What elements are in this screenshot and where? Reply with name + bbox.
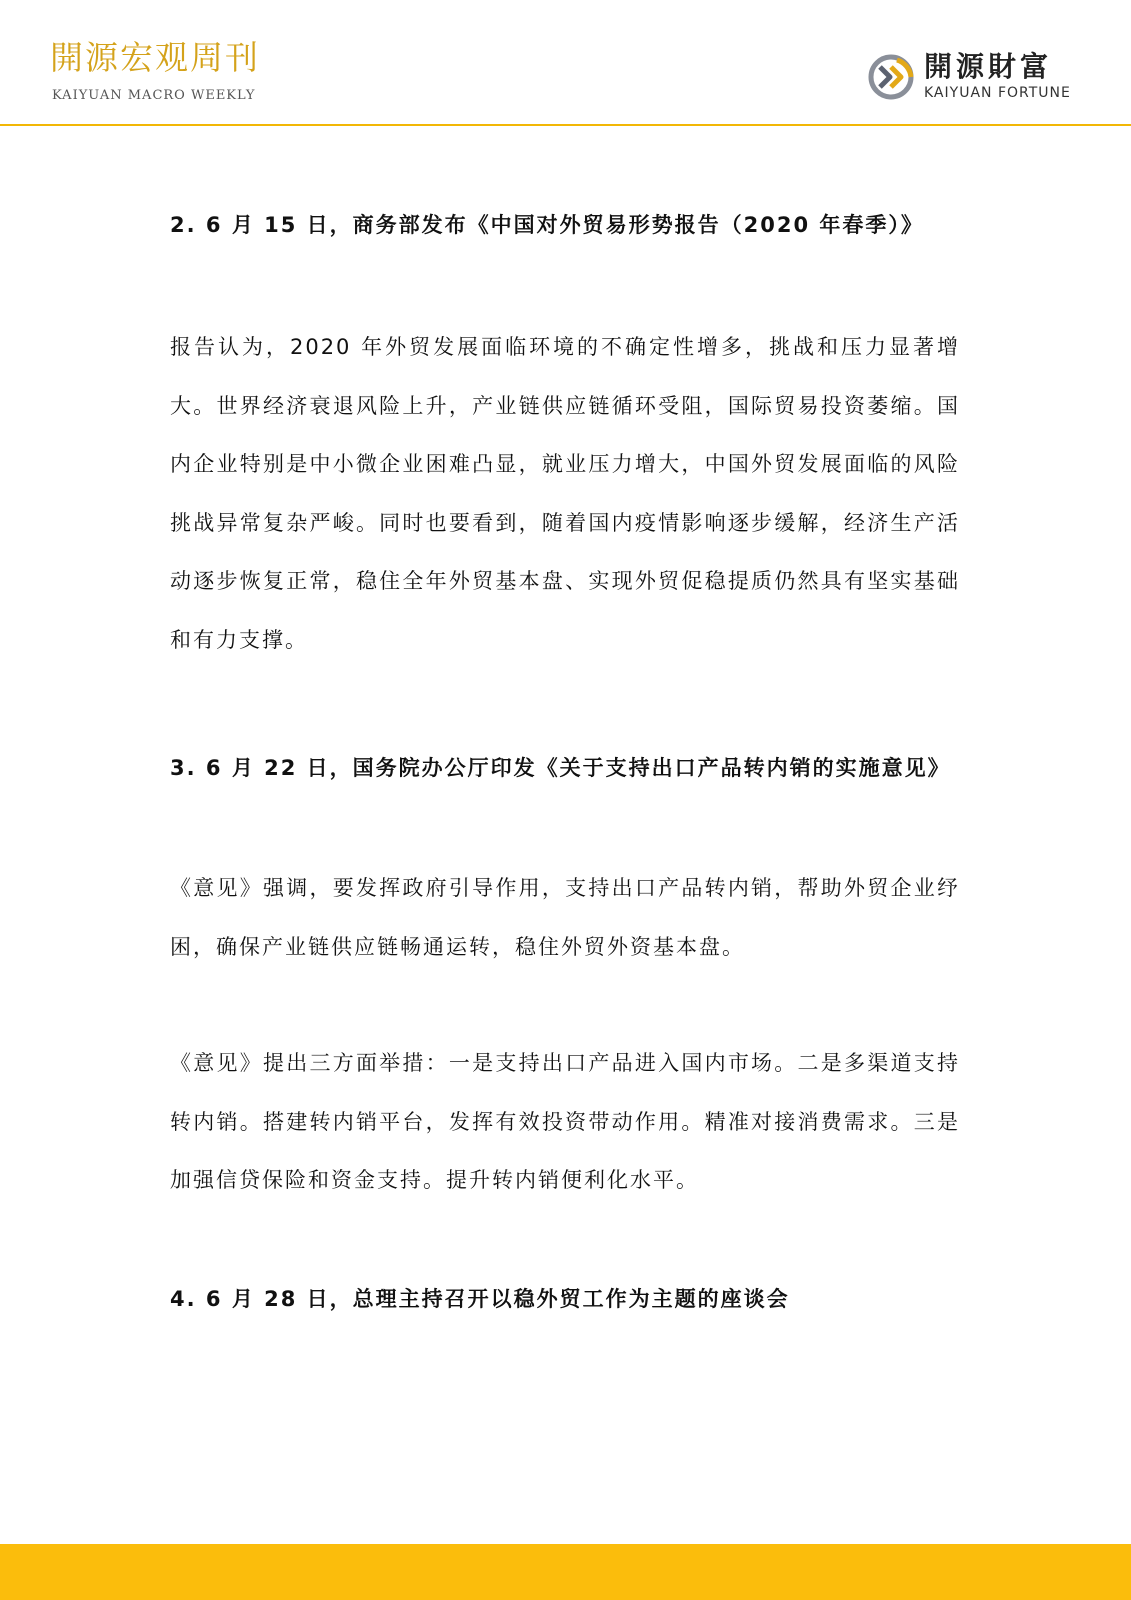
section-heading-3: 3. 6 月 22 日，国务院办公厅印发《关于支持出口产品转内销的实施意见》 [170,756,951,780]
section-3-paragraph-1: 《意见》强调，要发挥政府引导作用，支持出口产品转内销，帮助外贸企业纾困，确保产业链供应链畅通运转，稳住外贸外资基本盘。 [170,876,960,959]
section-3-paragraph-2: 《意见》提出三方面举措：一是支持出口产品进入国内市场。二是多渠道支持转内销。搭建转内销平台，发挥有效投资带动作用。精准对接消费需求。三是加强信贷保险和资金支持。提升转内销便利化水平。 [170,1051,960,1192]
page-header [0,0,1131,126]
section-heading-2: 2. 6 月 15 日，商务部发布《中国对外贸易形势报告（2020 年春季）》 [170,213,924,237]
section-2-paragraph: 报告认为，2020 年外贸发展面临环境的不确定性增多，挑战和压力显著增大。世界经济衰退风险上升，产业链供应链循环受阻，国际贸易投资萎缩。国内企业特别是中小微企业困难凸显，就业压力增大，中国外贸发展面临的风险挑战异常复杂严峻。同时也要看到，随着国内疫情影响逐步缓解，经济生产活动逐步恢复正常，稳住全年外贸基本盘、实现外贸促稳提质仍然具有坚实基础和有力支撑。 [170,335,960,652]
publication-subtitle: KAIYUAN MACRO WEEKLY [52,88,256,103]
brand-logo-block [866,50,1086,106]
kaiyuan-logo-icon [866,52,916,102]
header-divider [0,124,1131,126]
footer-bar [0,1544,1131,1600]
brand-name: 開源財富 [924,50,1053,83]
section-heading-4: 4. 6 月 28 日，总理主持召开以稳外贸工作为主题的座谈会 [170,1286,790,1311]
document-body [170,196,960,1328]
brand-english-name: KAIYUAN FORTUNE [924,85,1071,101]
publication-title: 開源宏观周刊 [50,38,260,77]
